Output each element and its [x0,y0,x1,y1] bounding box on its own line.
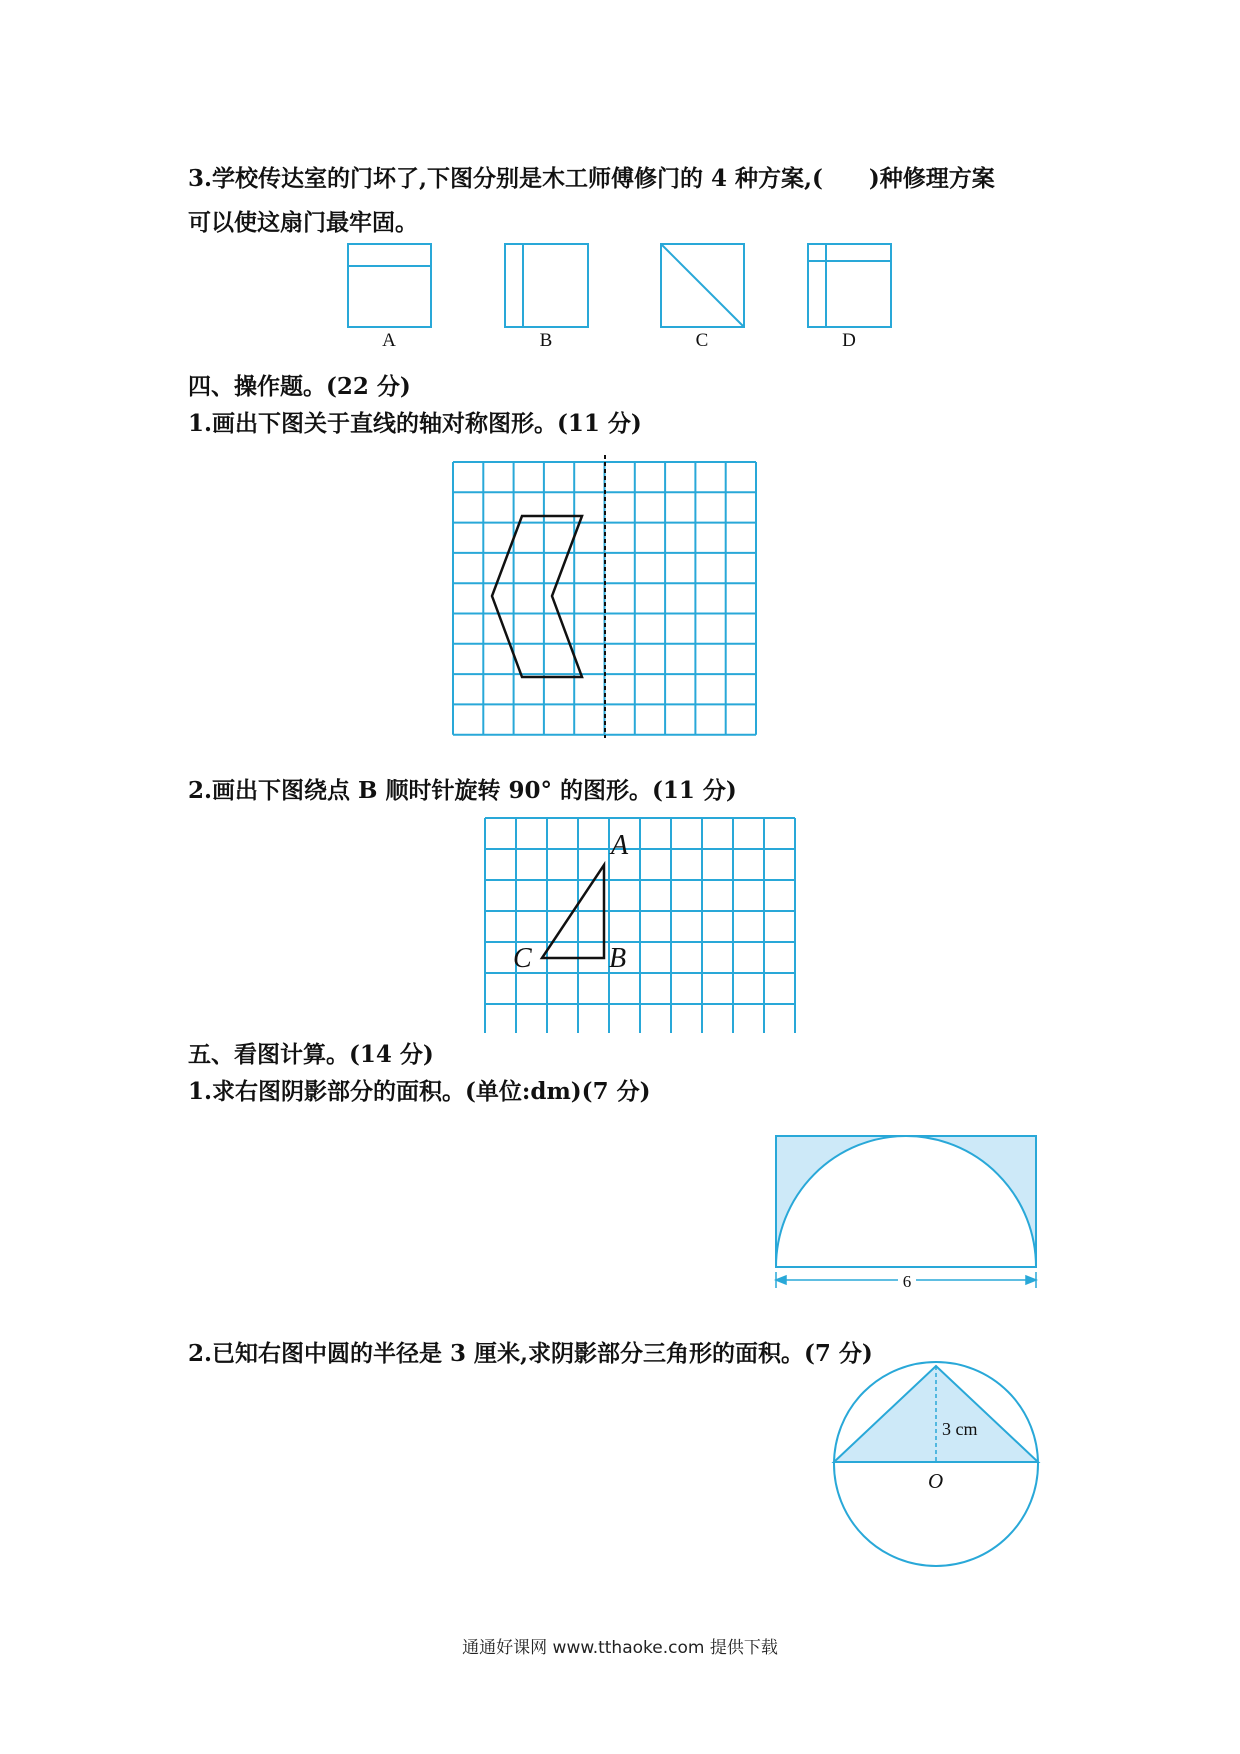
center-label: O [928,1469,944,1493]
semicircle-figure [770,1130,1050,1290]
circle-triangle-figure [820,1358,1050,1578]
q3-line2: 可以使这扇门最牢固。 [188,209,418,236]
symmetry-grid-figure [450,452,770,742]
option-label-d: D [842,330,856,351]
radius-label: 3 cm [942,1419,978,1439]
door-b [505,244,588,327]
rotation-grid-figure [477,808,807,1033]
point-b-label: B [609,943,627,974]
option-label-c: C [695,330,709,351]
option-label-a: A [382,330,396,351]
section5-q1: 1.求右图阴影部分的面积。(单位:dm)(7 分) [188,1078,651,1105]
width-label: 6 [902,1272,912,1290]
point-a-label: A [611,830,629,861]
option-label-b: B [539,330,553,351]
footer-credit: 通通好课网 www.tthaoke.com 提供下载 [462,1638,778,1658]
door-d [808,244,891,327]
point-c-label: C [513,943,532,974]
door-a [348,244,431,327]
section4-q1: 1.画出下图关于直线的轴对称图形。(11 分) [188,410,642,437]
section4-q2: 2.画出下图绕点 B 顺时针旋转 90° 的图形。(11 分) [188,777,737,804]
section5-title: 五、看图计算。(14 分) [188,1041,434,1068]
section4-title: 四、操作题。(22 分) [188,373,411,400]
door-options-figure [340,238,910,353]
section5-q2: 2.已知右图中圆的半径是 3 厘米,求阴影部分三角形的面积。(7 分) [188,1340,873,1367]
q3-line1: 3.学校传达室的门坏了,下图分别是木工师傅修门的 4 种方案,( )种修理方案 [188,165,995,192]
chevron-shape [492,516,582,677]
